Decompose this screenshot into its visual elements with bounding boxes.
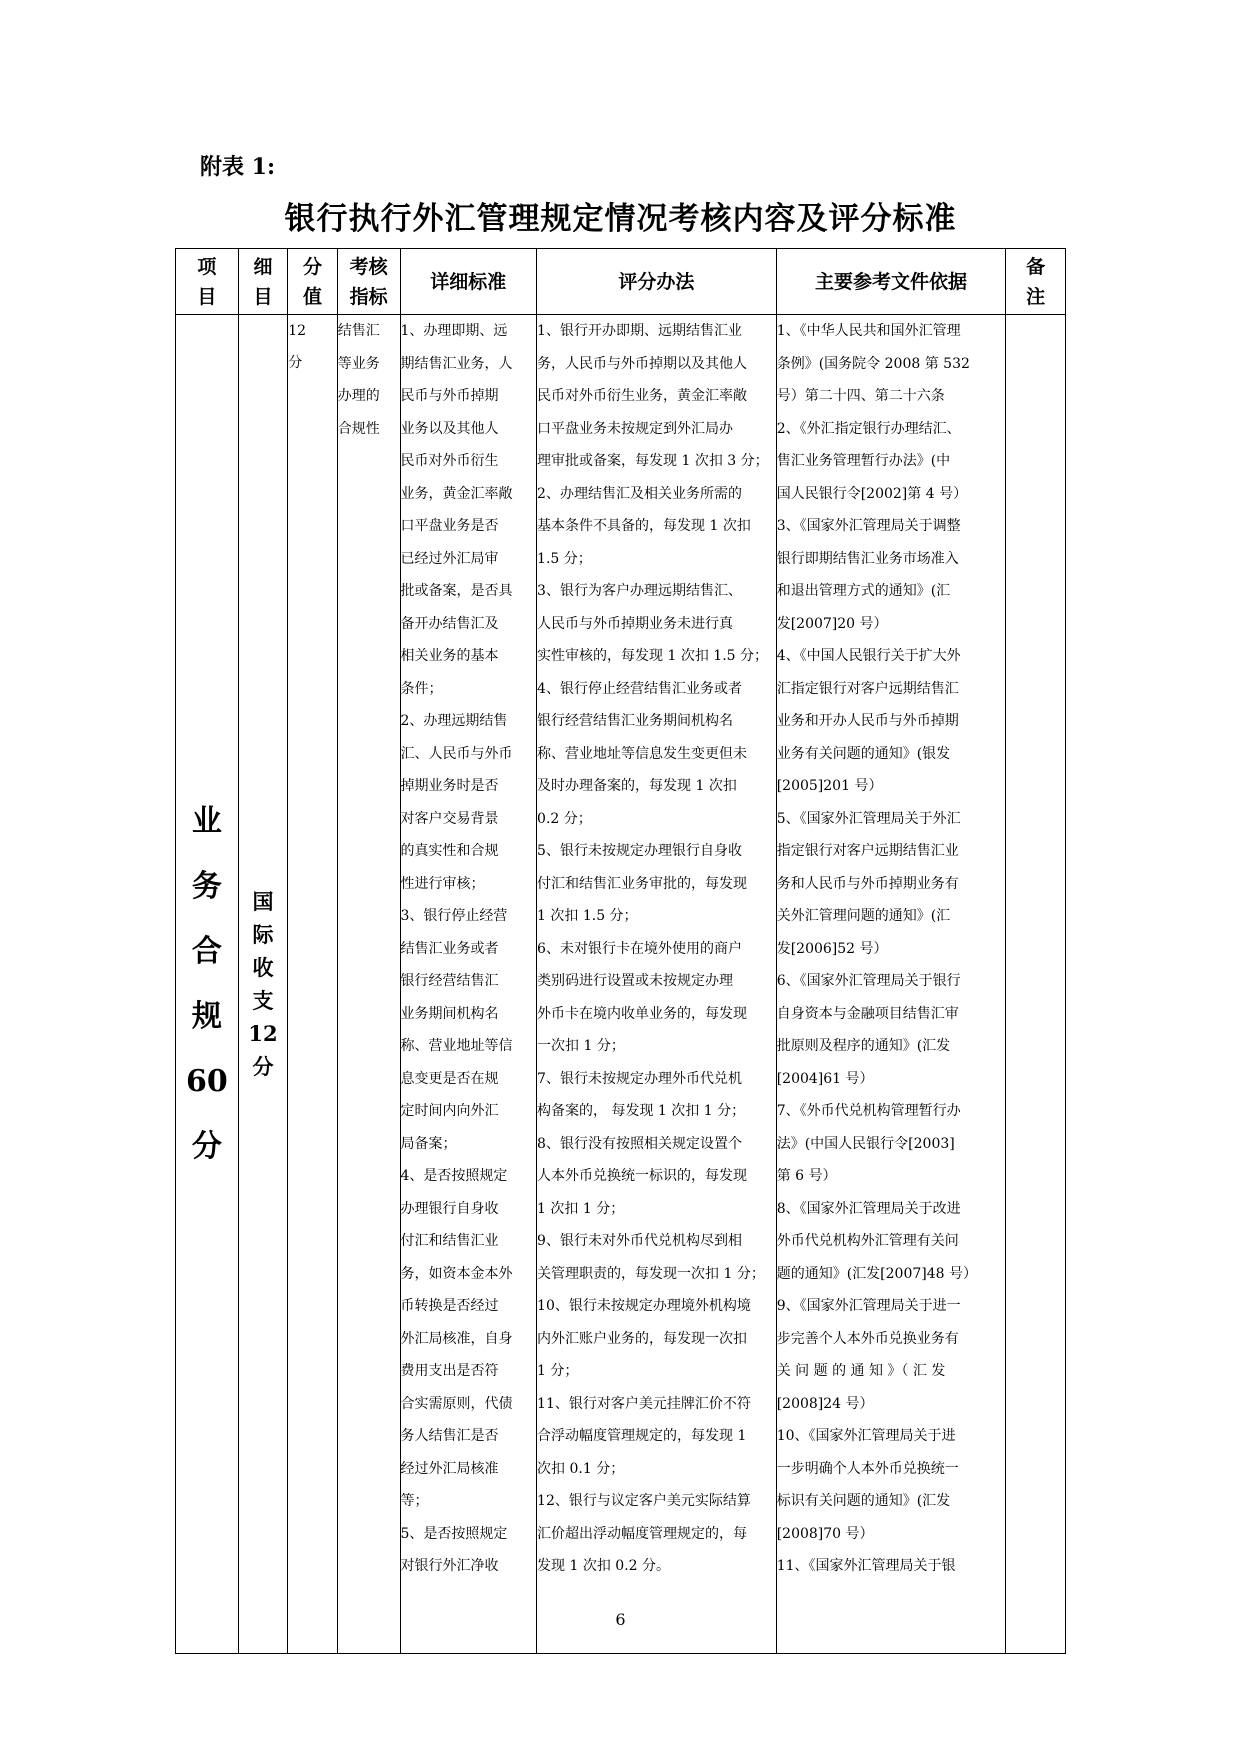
text-line: 4、是否按照规定 bbox=[400, 1168, 508, 1184]
text-line: 合 bbox=[191, 934, 222, 969]
text-line: 11、银行对客户美元挂牌汇价不符 bbox=[537, 1395, 751, 1412]
text-line: 细 bbox=[253, 255, 273, 278]
text-line: 6、《国家外汇管理局关于银行 bbox=[776, 973, 961, 989]
text-line: 一次扣 1 分； bbox=[537, 1038, 625, 1054]
text-line: 分 bbox=[191, 1129, 222, 1164]
text-line: 结售汇 bbox=[337, 323, 380, 339]
text-line: 称、营业地址等信 bbox=[400, 1038, 513, 1054]
text-line: 自身资本与金融项目结售汇审 bbox=[776, 1005, 959, 1022]
header-project bbox=[176, 249, 239, 315]
text-line: 业务和开办人民币与外币掉期 bbox=[776, 713, 959, 729]
text-line: 4、银行停止经营结售汇业务或者 bbox=[537, 680, 742, 697]
text-line: 务 bbox=[191, 869, 222, 904]
text-line: 12、银行与议定客户美元实际结算 bbox=[537, 1493, 751, 1509]
text-line: 业 bbox=[191, 804, 222, 839]
text-line: 人民币与外币掉期业务未进行真 bbox=[537, 615, 734, 632]
text-line: 1 分； bbox=[537, 1363, 579, 1379]
text-line: 汇价超出浮动幅度管理规定的，每 bbox=[537, 1525, 748, 1542]
text-line: 1、办理即期、远 bbox=[400, 323, 508, 339]
text-line: 第 6 号） bbox=[776, 1168, 837, 1184]
text-line: 条件； bbox=[400, 680, 443, 697]
text-line: 发[2007]20 号） bbox=[776, 615, 888, 632]
indicator-cell bbox=[337, 315, 400, 1654]
text-line: 对客户交易背景 bbox=[400, 810, 499, 827]
text-line: [2008]24 号） bbox=[776, 1395, 874, 1412]
text-line: 目 bbox=[197, 285, 217, 308]
header-reference bbox=[776, 249, 1006, 315]
text-line: 结售汇业务或者 bbox=[400, 940, 499, 957]
text-line: 关 问 题 的 通 知 》（ 汇 发 bbox=[776, 1363, 946, 1379]
text-line: 业务有关问题的通知》(银发 bbox=[776, 745, 951, 762]
text-line: 2、《外汇指定银行办理结汇、 bbox=[776, 420, 961, 437]
text-line: 11、《国家外汇管理局关于银 bbox=[776, 1558, 956, 1574]
text-line: 规 bbox=[191, 999, 222, 1034]
text-line: 定时间内向外汇 bbox=[400, 1103, 499, 1119]
text-line: 2、办理远期结售 bbox=[400, 713, 508, 729]
text-line: 1 次扣 1.5 分； bbox=[537, 908, 638, 924]
text-line: 评分办法 bbox=[618, 270, 695, 293]
text-line: 费用支出是否符 bbox=[400, 1363, 499, 1379]
text-line: 指定银行对客户远期结售汇业 bbox=[776, 843, 959, 859]
text-line: 标识有关问题的通知》(汇发 bbox=[776, 1493, 951, 1509]
method-cell bbox=[537, 315, 777, 1654]
text-line: 合浮动幅度管理规定的，每发现 1 bbox=[537, 1428, 747, 1444]
text-line: 发[2006]52 号） bbox=[776, 940, 888, 957]
text-line: 步完善个人本外币兑换业务有 bbox=[776, 1330, 959, 1347]
text-line: 1.5 分； bbox=[537, 550, 592, 567]
text-line: 值 bbox=[303, 285, 323, 308]
text-line: 1 次扣 1 分； bbox=[537, 1200, 625, 1217]
text-line: 分 bbox=[252, 1054, 274, 1079]
text-line: 合规性 bbox=[337, 420, 380, 437]
text-line: 7、《外币代兑机构管理暂行办 bbox=[776, 1103, 961, 1119]
text-line: 等； bbox=[400, 1493, 429, 1509]
text-line: 币转换是否经过 bbox=[400, 1298, 499, 1314]
text-line: 掉期业务时是否 bbox=[400, 778, 499, 794]
text-line: 详细标准 bbox=[430, 270, 507, 293]
text-line: 2、办理结售汇及相关业务所需的 bbox=[537, 485, 742, 502]
text-line: 外币代兑机构外汇管理有关问 bbox=[776, 1233, 959, 1249]
text-line: 10、银行未按规定办理境外机构境 bbox=[537, 1298, 751, 1314]
text-line: 务人结售汇是否 bbox=[400, 1428, 499, 1444]
text-line: 4、《中国人民银行关于扩大外 bbox=[776, 648, 961, 664]
text-line: 务，如资本金本外 bbox=[400, 1265, 513, 1282]
text-line: 号）第二十四、第二十六条 bbox=[776, 388, 945, 404]
text-line: 办理银行自身收 bbox=[400, 1200, 499, 1217]
text-line: [2004]61 号） bbox=[776, 1070, 874, 1087]
text-line: 售汇业务管理暂行办法》(中 bbox=[776, 453, 951, 469]
text-line: 际 bbox=[252, 922, 274, 947]
text-line: 相关业务的基本 bbox=[400, 648, 499, 664]
standard-cell bbox=[400, 315, 537, 1654]
text-line: 支 bbox=[252, 988, 274, 1013]
header-row bbox=[176, 249, 1066, 315]
text-line: 主要参考文件依据 bbox=[815, 270, 968, 293]
text-line: 业务以及其他人 bbox=[400, 420, 499, 437]
text-line: 口平盘业务是否 bbox=[400, 518, 499, 534]
text-line: 9、《国家外汇管理局关于进一 bbox=[776, 1298, 961, 1314]
text-line: 分 bbox=[288, 355, 303, 371]
text-line: 10、《国家外汇管理局关于进 bbox=[776, 1428, 956, 1444]
text-line: 5、是否按照规定 bbox=[400, 1525, 508, 1542]
text-line: 收 bbox=[252, 955, 274, 980]
text-line: 9、银行未对外币代兑机构尽到相 bbox=[537, 1233, 742, 1249]
header-standard bbox=[400, 249, 537, 315]
text-line: 8、银行没有按照相关规定设置个 bbox=[537, 1135, 742, 1152]
text-line: 民币对外币衍生 bbox=[400, 453, 499, 469]
detail-cell bbox=[238, 315, 288, 1654]
attachment-label: 附表 1: bbox=[200, 154, 276, 180]
header-score bbox=[288, 249, 338, 315]
text-line: 内外汇账户业务的，每发现一次扣 bbox=[537, 1330, 748, 1347]
text-line: 银行即期结售汇业务市场准入 bbox=[776, 550, 959, 567]
text-line: 性进行审核； bbox=[400, 875, 485, 892]
text-line: 实性审核的，每发现 1 次扣 1.5 分； bbox=[537, 648, 769, 664]
text-line: 1、《中华人民共和国外汇管理 bbox=[776, 323, 961, 339]
text-line: 付汇和结售汇业 bbox=[400, 1233, 499, 1249]
text-line: 务和人民币与外币掉期业务有 bbox=[776, 875, 959, 892]
text-line: 注 bbox=[1026, 285, 1046, 308]
text-line: 汇、人民币与外币 bbox=[400, 745, 513, 762]
text-line: 题的通知》(汇发[2007]48 号） bbox=[776, 1265, 977, 1282]
text-line: 一步明确个人本外币兑换统一 bbox=[776, 1460, 959, 1477]
text-line: 称、营业地址等信息发生变更但未 bbox=[537, 745, 748, 762]
text-line: 业务期间机构名 bbox=[400, 1005, 499, 1022]
text-line: 合实需原则，代债 bbox=[400, 1395, 513, 1412]
text-line: 考核 bbox=[349, 255, 388, 278]
text-line: 及时办理备案的，每发现 1 次扣 bbox=[537, 778, 737, 794]
text-line: 项 bbox=[197, 255, 217, 278]
text-line: 批原则及程序的通知》(汇发 bbox=[776, 1038, 951, 1054]
text-line: 1、银行开办即期、远期结售汇业 bbox=[537, 323, 742, 339]
text-line: 民币与外币掉期 bbox=[400, 388, 499, 404]
text-line: 民币对外币衍生业务，黄金汇率敞 bbox=[537, 388, 748, 404]
text-line: 业务，黄金汇率敞 bbox=[400, 485, 513, 502]
header-method bbox=[537, 249, 777, 315]
text-line: 等业务 bbox=[337, 355, 380, 372]
page-number: 6 bbox=[615, 1610, 626, 1629]
text-line: 3、银行停止经营 bbox=[400, 908, 508, 924]
text-line: 构备案的， 每发现 1 次扣 1 分； bbox=[537, 1103, 746, 1119]
text-line: 外汇局核准，自身 bbox=[400, 1330, 513, 1347]
text-line: [2008]70 号） bbox=[776, 1525, 874, 1542]
text-line: 指标 bbox=[349, 285, 388, 308]
text-line: 办理的 bbox=[337, 388, 380, 404]
text-line: 备 bbox=[1026, 255, 1046, 278]
text-line: 7、银行未按规定办理外币代兑机 bbox=[537, 1070, 742, 1087]
text-line: 经过外汇局核准 bbox=[400, 1460, 499, 1477]
text-line: 发现 1 次扣 0.2 分。 bbox=[537, 1558, 671, 1574]
text-line: 外币卡在境内收单业务的，每发现 bbox=[537, 1005, 748, 1022]
text-line: 银行经营结售汇 bbox=[400, 973, 499, 989]
text-line: 人本外币兑换统一标识的，每发现 bbox=[537, 1168, 748, 1184]
assessment-table bbox=[175, 248, 1066, 1654]
text-line: 基本条件不具备的，每发现 1 次扣 bbox=[537, 518, 751, 534]
text-line: 5、银行未按规定办理银行自身收 bbox=[537, 843, 742, 859]
text-line: 批或备案，是否具 bbox=[400, 583, 513, 599]
text-line: 务，人民币与外币掉期以及其他人 bbox=[537, 355, 748, 372]
text-line: 法》(中国人民银行令[2003] bbox=[776, 1135, 955, 1152]
text-line: 6、未对银行卡在境外使用的商户 bbox=[537, 940, 742, 957]
text-line: 0.2 分； bbox=[537, 810, 592, 827]
text-line: 国人民银行令[2002]第 4 号） bbox=[776, 485, 968, 502]
text-line: 关外汇管理问题的通知》(汇 bbox=[776, 908, 951, 924]
score-cell bbox=[288, 315, 338, 1654]
text-line: 12 bbox=[288, 323, 307, 339]
text-line: 银行经营结售汇业务期间机构名 bbox=[537, 713, 734, 729]
table-row bbox=[176, 315, 1066, 1654]
text-line: 息变更是否在规 bbox=[400, 1070, 499, 1087]
header-detail bbox=[238, 249, 288, 315]
text-line: 条例》(国务院令 2008 第 532 bbox=[776, 355, 970, 372]
text-line: 5、《国家外汇管理局关于外汇 bbox=[776, 810, 961, 827]
text-line: 国 bbox=[252, 889, 274, 914]
text-line: 的真实性和合规 bbox=[400, 843, 499, 859]
text-line: 60 bbox=[185, 1064, 228, 1099]
text-line: 对银行外汇净收 bbox=[400, 1558, 499, 1574]
project-cell bbox=[176, 315, 239, 1654]
text-line: 备开办结售汇及 bbox=[400, 615, 499, 632]
text-line: 12 bbox=[248, 1021, 278, 1046]
text-line: 关管理职责的，每发现一次扣 1 分； bbox=[537, 1265, 765, 1282]
reference-cell bbox=[776, 315, 1006, 1654]
text-line: 3、银行为客户办理远期结售汇、 bbox=[537, 583, 742, 599]
header-remark bbox=[1006, 249, 1066, 315]
text-line: 类别码进行设置或未按规定办理 bbox=[537, 973, 734, 989]
text-line: 已经过外汇局审 bbox=[400, 550, 499, 567]
header-indicator bbox=[337, 249, 400, 315]
text-line: 付汇和结售汇业务审批的，每发现 bbox=[537, 875, 748, 892]
text-line: 次扣 0.1 分； bbox=[537, 1460, 625, 1477]
document-title: 银行执行外汇管理规定情况考核内容及评分标准 bbox=[284, 201, 957, 237]
text-line: 分 bbox=[303, 255, 323, 278]
text-line: 口平盘业务未按规定到外汇局办 bbox=[537, 420, 734, 437]
text-line: 期结售汇业务，人 bbox=[400, 355, 513, 372]
text-line: 目 bbox=[253, 285, 273, 308]
remark-cell bbox=[1006, 315, 1066, 1654]
text-line: 8、《国家外汇管理局关于改进 bbox=[776, 1200, 961, 1217]
text-line: 汇指定银行对客户远期结售汇 bbox=[776, 680, 959, 697]
text-line: 3、《国家外汇管理局关于调整 bbox=[776, 518, 961, 534]
text-line: 理审批或备案，每发现 1 次扣 3 分； bbox=[537, 453, 769, 469]
text-line: [2005]201 号） bbox=[776, 778, 883, 794]
text-line: 局备案； bbox=[400, 1135, 457, 1152]
text-line: 和退出管理方式的通知》(汇 bbox=[776, 583, 951, 599]
